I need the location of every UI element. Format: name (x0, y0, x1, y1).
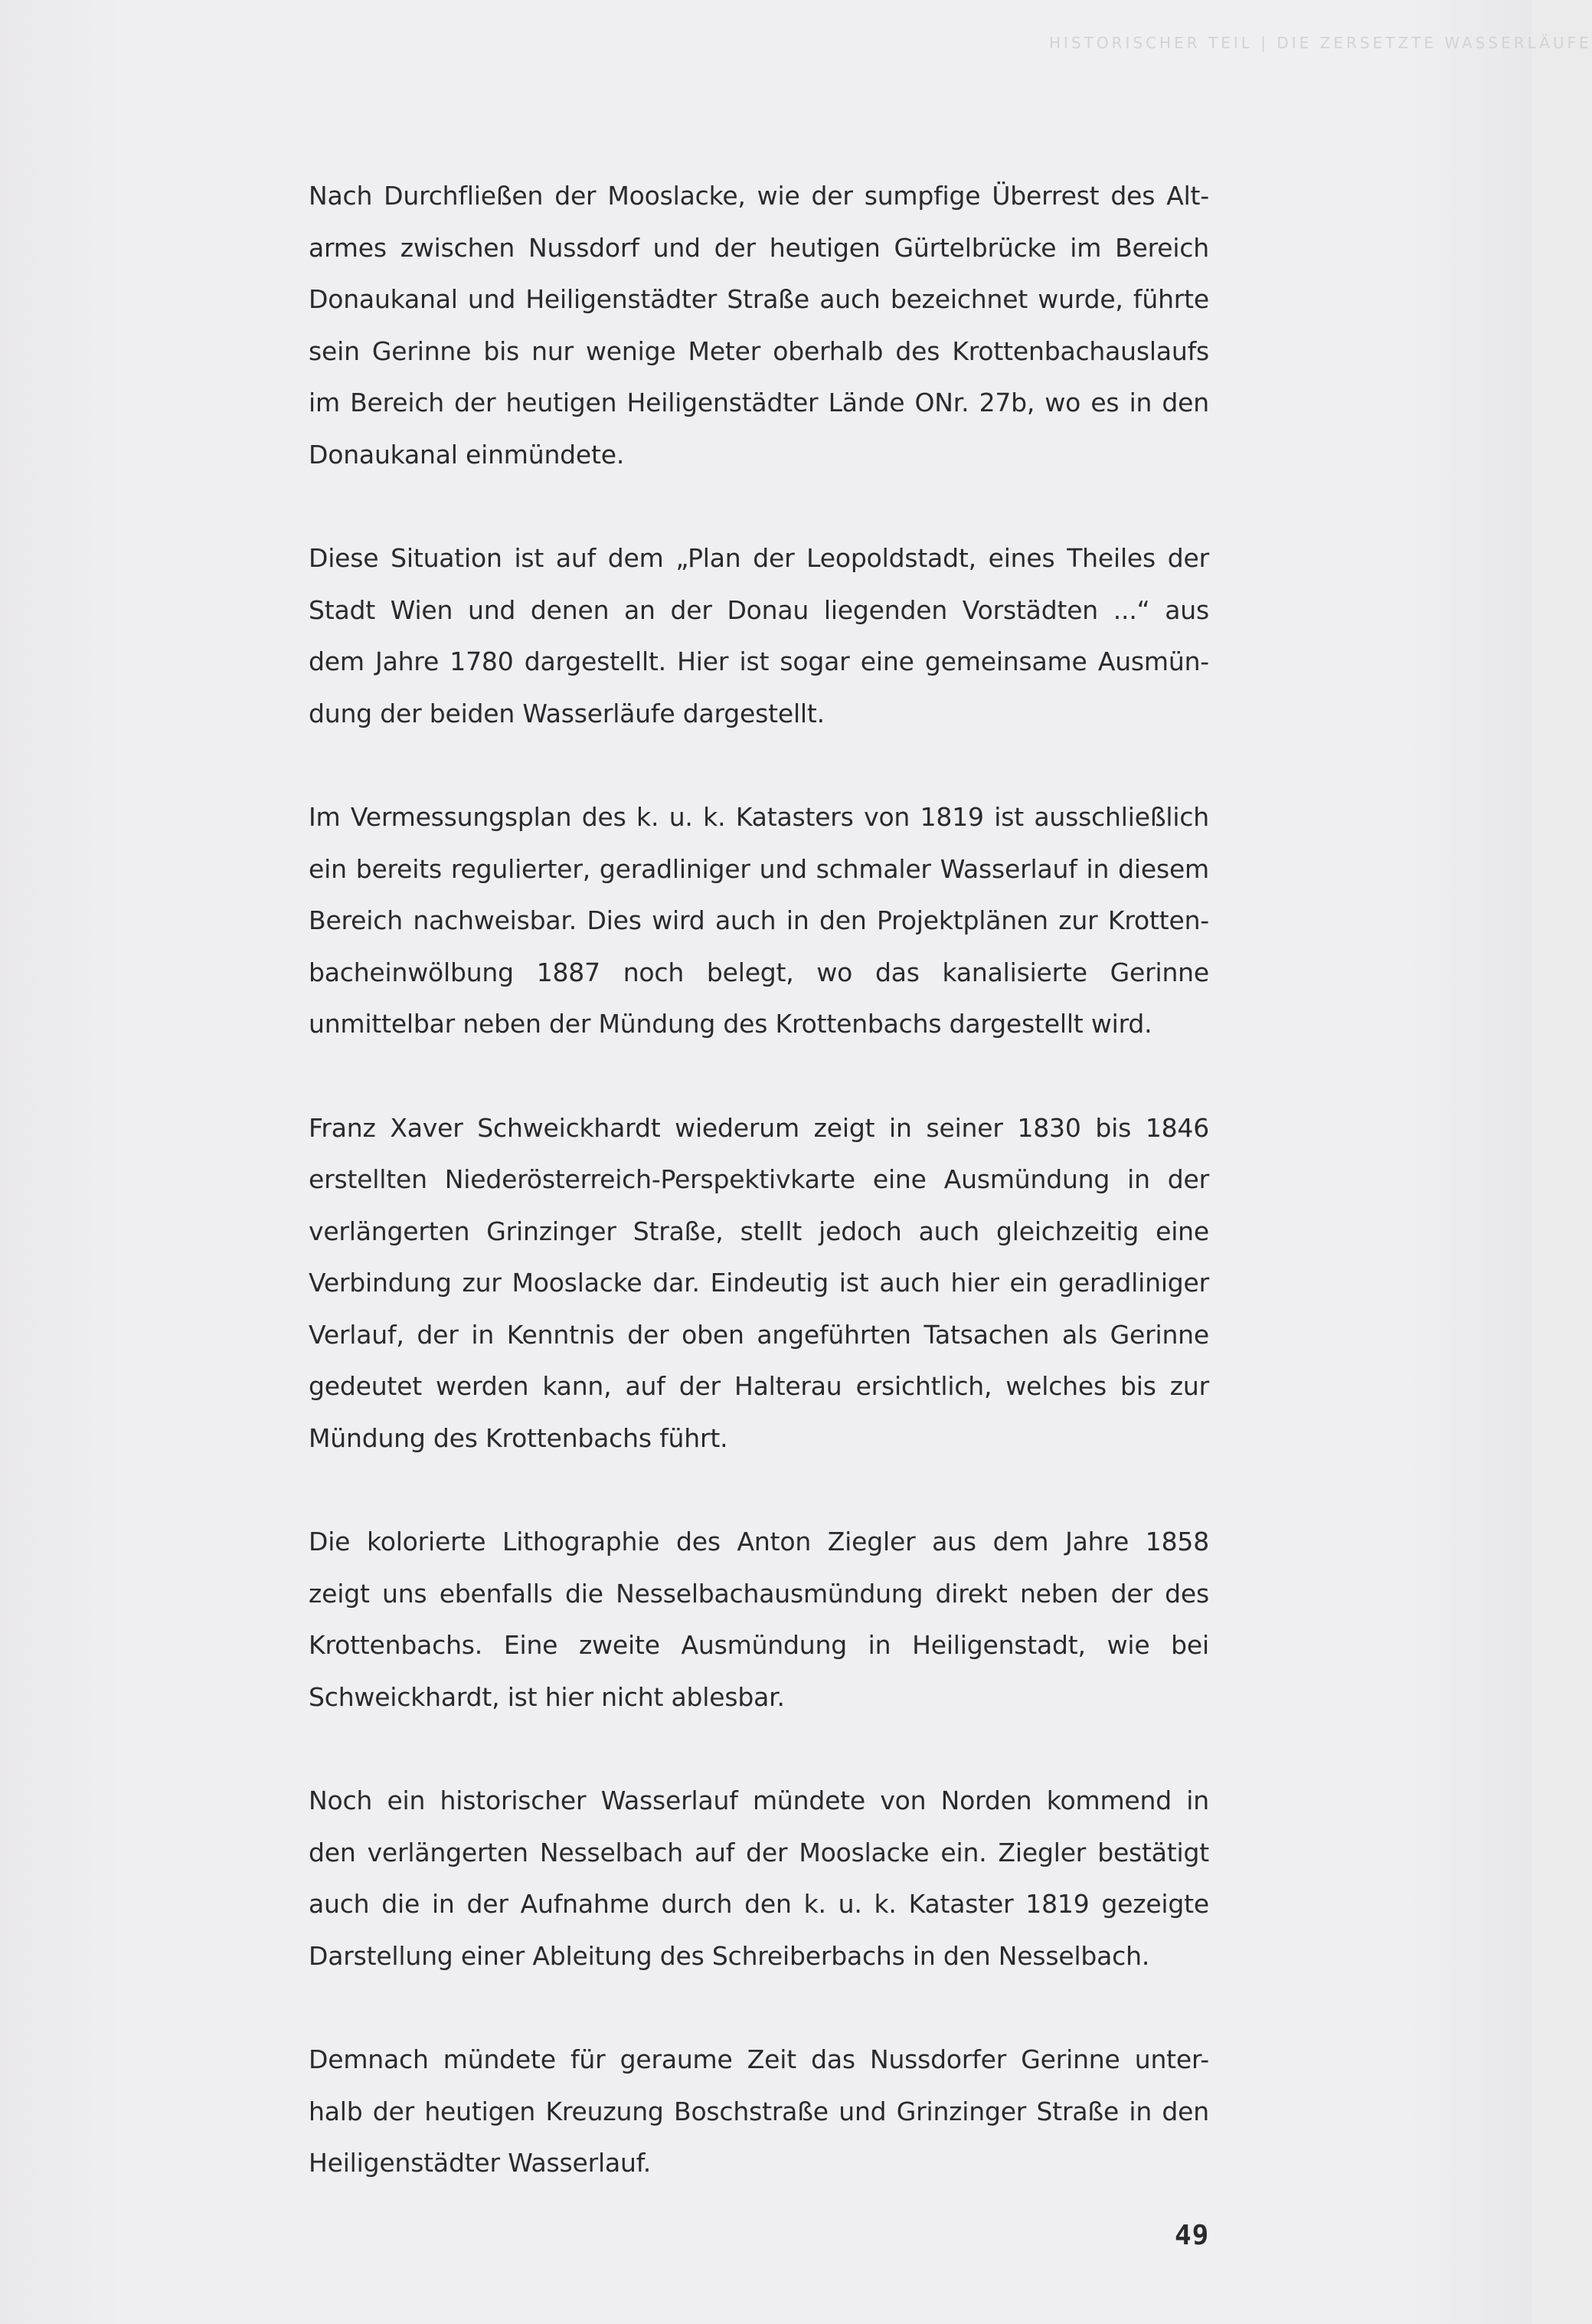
paragraph-1 (309, 170, 1209, 480)
page-number: 49 (1175, 2220, 1210, 2251)
paragraph-2 (309, 532, 1209, 739)
text-line: auch die in der Aufnahme durch den k. u. k. Kataster 1819 gezeigte (309, 1889, 1209, 1919)
text-line: Franz Xaver Schweickhardt wiederum zeigt in seiner 1830 bis 1846 (309, 1112, 1209, 1143)
text-line: Nach Durchfließen der Mooslacke, wie der sumpfige Überrest des Alt- (309, 181, 1209, 211)
text-line: Krottenbachs. Eine zweite Ausmündung in Heiligenstadt, wie bei (309, 1630, 1209, 1660)
paragraph-6 (309, 1775, 1209, 1982)
text-line: Stadt Wien und denen an der Donau liegenden Vorstädten ...“ aus (309, 594, 1209, 625)
text-line: ein bereits regulierter, geradliniger und schmaler Wasserlauf in diesem (309, 853, 1209, 884)
text-line: Bereich nachweisbar. Dies wird auch in den Projektplänen zur Krotten- (309, 905, 1209, 935)
text-line: sein Gerinne bis nur wenige Meter oberhalb des Krottenbachauslaufs (309, 336, 1209, 366)
text-line: Verlauf, der in Kenntnis der oben angeführten Tatsachen als Gerinne (309, 1319, 1209, 1350)
paragraph-3 (309, 791, 1209, 1050)
text-line: den verlängerten Nesselbach auf der Mooslacke ein. Ziegler bestätigt (309, 1837, 1209, 1867)
text-line: Darstellung einer Ableitung des Schreiberbachs in den Nesselbach. (309, 1940, 1150, 1971)
text-line: Diese Situation ist auf dem „Plan der Leopoldstadt, eines Theiles der (309, 543, 1209, 573)
text-line: armes zwischen Nussdorf und der heutigen Gürtelbrücke im Bereich (309, 232, 1209, 263)
text-line: Schweickhardt, ist hier nicht ablesbar. (309, 1681, 785, 1712)
text-line: Demnach mündete für geraume Zeit das Nussdorfer Gerinne unter- (309, 2044, 1209, 2074)
paragraph-5 (309, 1516, 1209, 1723)
paragraph-4 (309, 1102, 1209, 1465)
text-line: erstellten Niederösterreich-Perspektivkarte eine Ausmündung in der (309, 1164, 1209, 1194)
text-line: bacheinwölbung 1887 noch belegt, wo das kanalisierte Gerinne (309, 957, 1209, 987)
text-line: Die kolorierte Lithographie des Anton Ziegler aus dem Jahre 1858 (309, 1527, 1209, 1556)
text-line: verlängerten Grinzinger Straße, stellt jedoch auch gleichzeitig eine (309, 1216, 1209, 1246)
text-line: Donaukanal und Heiligenstädter Straße auch bezeichnet wurde, führte (309, 284, 1209, 314)
text-line: Heiligenstädter Wasserlauf. (309, 2148, 651, 2178)
text-line: Donaukanal einmündete. (309, 439, 625, 470)
paragraph-7 (309, 2034, 1209, 2189)
text-line: Im Vermessungsplan des k. u. k. Katasters von 1819 ist ausschließlich (309, 802, 1209, 832)
body-text (309, 170, 1209, 2241)
text-line: Verbindung zur Mooslacke dar. Eindeutig ist auch hier ein geradliniger (309, 1268, 1209, 1298)
running-header-bleed: HISTORISCHER TEIL | DIE ZERSETZTE WASSERLÄUFE (1049, 34, 1592, 52)
text-line: Noch ein historischer Wasserlauf mündete von Norden kommend in (309, 1786, 1209, 1815)
text-line: Mündung des Krottenbachs führt. (309, 1422, 728, 1453)
text-line: zeigt uns ebenfalls die Nesselbachausmündung direkt neben der des (309, 1578, 1209, 1609)
text-line: im Bereich der heutigen Heiligenstädter Lände ONr. 27b, wo es in den (309, 388, 1209, 417)
text-line: unmittelbar neben der Mündung des Krottenbachs dargestellt wird. (309, 1009, 1152, 1039)
text-line: gedeutet werden kann, auf der Halterau ersichtlich, welches bis zur (309, 1371, 1209, 1401)
text-line: dung der beiden Wasserläufe dargestellt. (309, 698, 825, 728)
text-line: halb der heutigen Kreuzung Boschstraße und Grinzinger Straße in den (309, 2096, 1209, 2126)
text-line: dem Jahre 1780 dargestellt. Hier ist sogar eine gemeinsame Ausmün- (309, 646, 1209, 676)
